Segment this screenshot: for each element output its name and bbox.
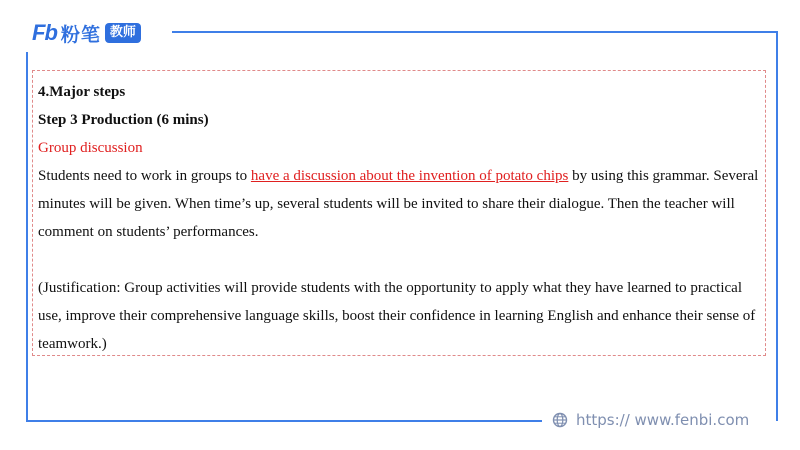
logo-teacher-tag: 教师 (105, 23, 141, 43)
activity-title: Group discussion (38, 140, 143, 156)
procedure-paragraph (38, 162, 768, 246)
paragraph-spacer (38, 246, 768, 274)
globe-icon (552, 412, 568, 428)
section-heading: 4.Major steps (38, 84, 126, 100)
frame-top-border (172, 31, 777, 33)
frame-left-border (26, 52, 28, 422)
procedure-highlight: have a discussion about the invention of potato chips (250, 168, 569, 184)
step-title: Step 3 Production (6 mins) (38, 112, 209, 128)
procedure-text-after: by using this grammar. Several minutes will be given. When time’s up, several students will be invited to share their dialogue. Then the teacher will comment on students’ performances. (38, 168, 759, 240)
footer-url (552, 408, 749, 432)
procedure-text-before: Students need to work in groups to (38, 168, 251, 184)
lesson-content (38, 78, 768, 358)
frame-bottom-border (26, 420, 542, 422)
brand-logo (32, 20, 141, 46)
frame-right-border (776, 31, 778, 421)
logo-brand-name: 粉笔 (60, 23, 101, 46)
justification-paragraph: (Justification: Group activities will provide students with the opportunity to apply what they have learned to practical use, improve their comprehensive language skills, boost their confidence in learning English and enhance their sense of teamwork.) (38, 280, 756, 352)
logo-fb-mark: Fb (32, 20, 57, 45)
footer-url-text: https:// www.fenbi.com (576, 411, 750, 429)
